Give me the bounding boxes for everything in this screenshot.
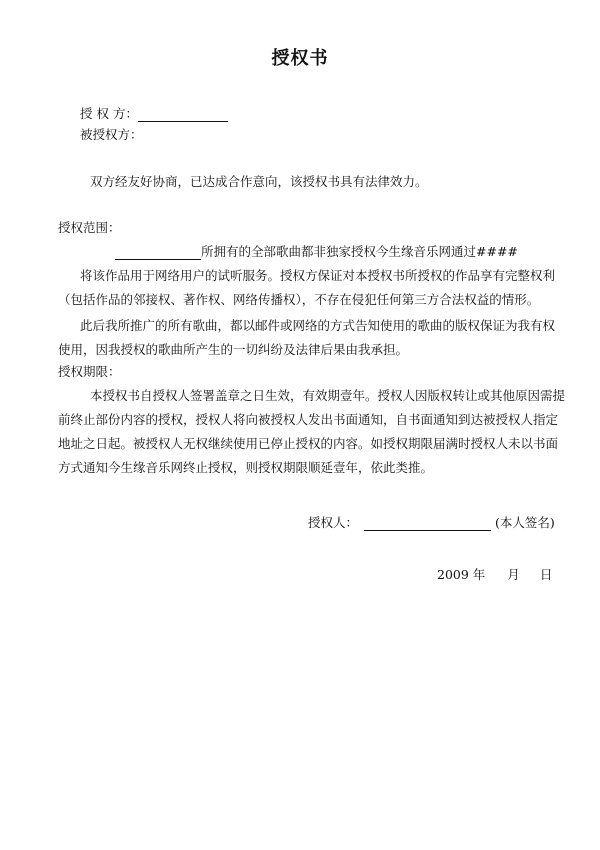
scope-line-1-text: 所拥有的全部歌曲都非独家授权今生缘音乐网通过####: [201, 244, 518, 259]
date-day: 日: [539, 567, 553, 582]
scope-line-1: [115, 244, 518, 260]
signer-label: 授权人：: [308, 515, 359, 530]
date-month: 月: [507, 567, 520, 582]
promo-line-1: 此后我所推广的所有歌曲，都以邮件或网络的方式告知使用的歌曲的版权保证为我有权: [80, 318, 556, 333]
grantor-row: [80, 106, 228, 122]
scope-line-3: （包括作品的邻接权、著作权、网络传播权），不存在侵犯任何第三方合法权益的情形。: [58, 292, 540, 307]
grantor-name-blank: [115, 246, 201, 260]
period-line-1: 本授权书自授权人签署盖章之日生效，有效期壹年。授权人因版权转让或其他原因需提: [90, 388, 566, 403]
grantee-label: 被授权方：: [80, 127, 143, 142]
date-year: 2009 年: [437, 567, 486, 582]
scope-line-2: 将该作品用于网络用户的试听服务。授权方保证对本授权书所授权的作品享有完整权利: [80, 268, 556, 283]
document-title: 授权书: [271, 48, 329, 69]
grantor-label: 授 权 方：: [80, 106, 138, 121]
grantor-blank: [138, 108, 228, 122]
intro-paragraph: 双方经友好协商，已达成合作意向，该授权书具有法律效力。: [90, 174, 428, 189]
signer-note: (本人签名): [495, 515, 555, 530]
scope-heading: 授权范围：: [58, 220, 121, 235]
signature-blank: [364, 517, 491, 531]
period-line-2: 前终止部份内容的授权，授权人将向被授权人发出书面通知，自书面通知到达被授权人指定: [58, 412, 559, 427]
period-heading: 授权期限：: [58, 364, 121, 379]
promo-line-2: 使用，因我授权的歌曲所产生的一切纠纷及法律后果由我承担。: [58, 342, 409, 357]
period-line-3: 地址之日起。被授权人无权继续使用已停止授权的内容。如授权期限届满时授权人未以书面: [58, 436, 559, 451]
signature-row: [308, 515, 555, 531]
period-line-4: 方式通知今生缘音乐网终止授权，则授权期限顺延壹年，依此类推。: [58, 460, 434, 475]
date-row: [437, 567, 552, 583]
